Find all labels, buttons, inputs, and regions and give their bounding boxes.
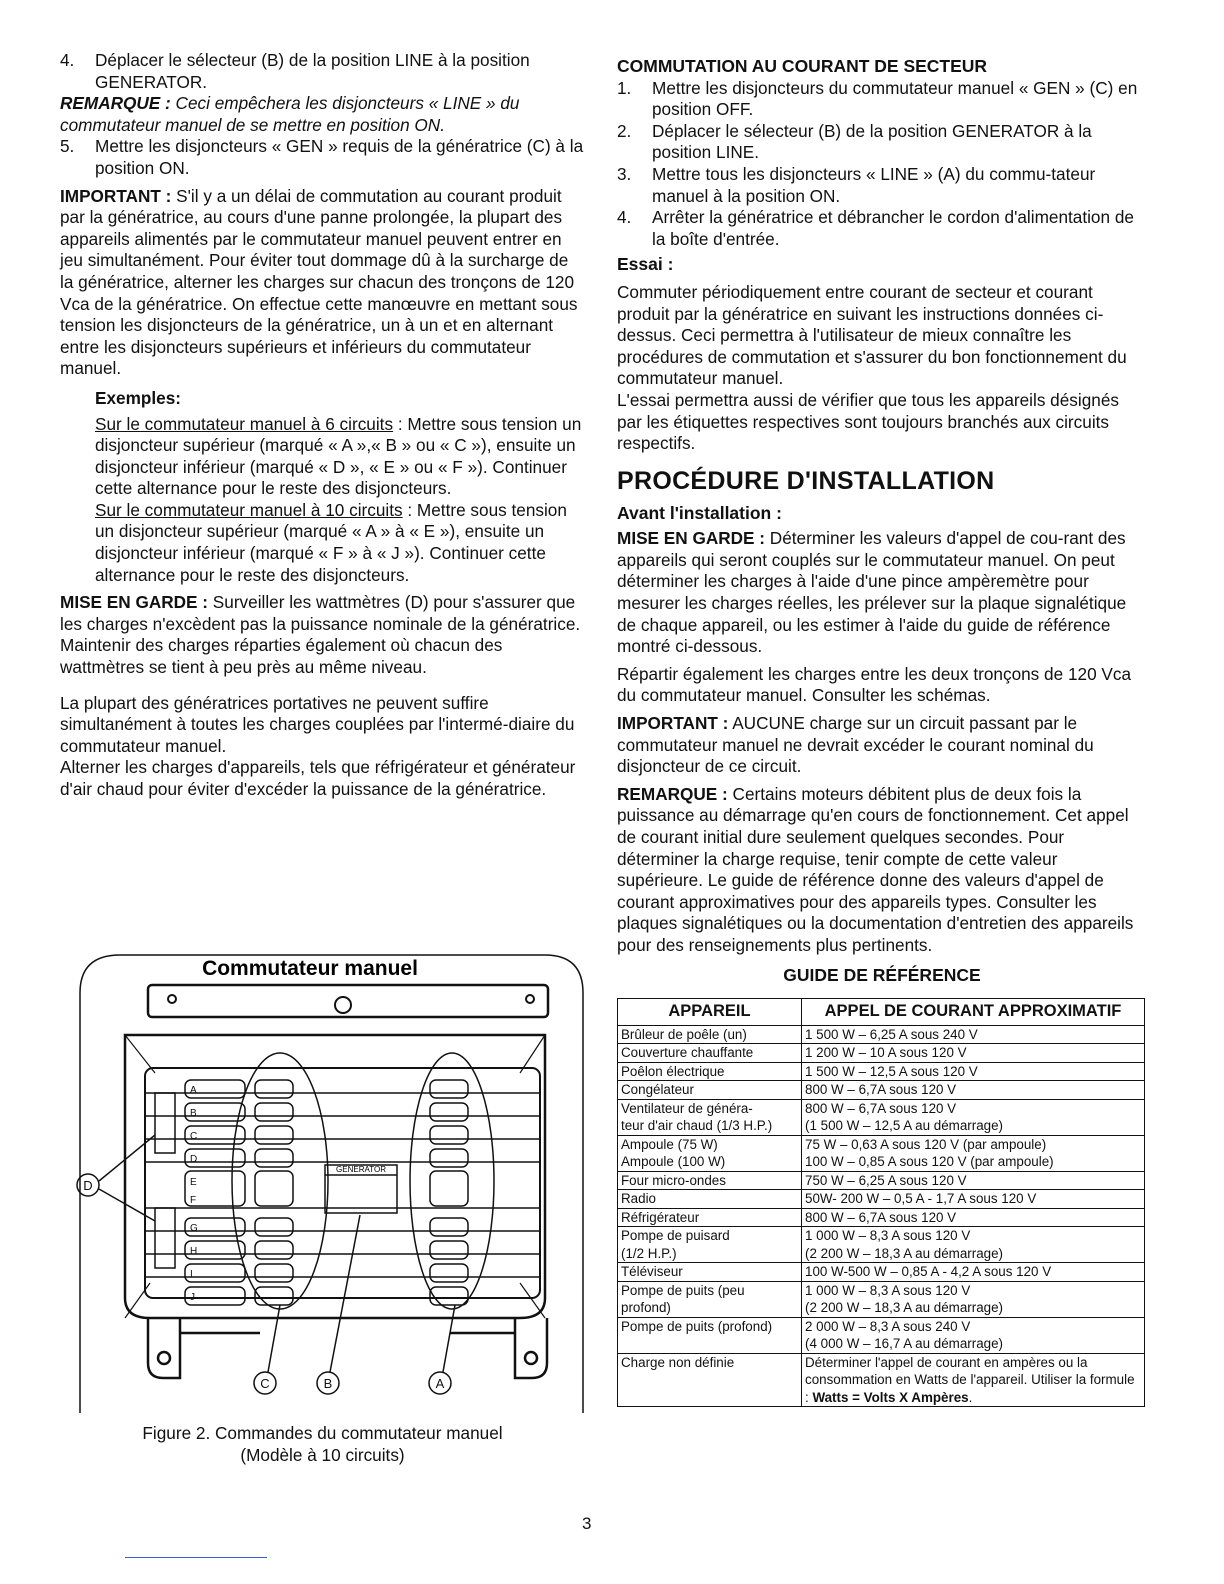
commutation-step-2: 2. Déplacer le sélecteur (B) de la position GENERATOR à la position LINE.	[617, 120, 1092, 163]
essai-heading: Essai :	[617, 254, 674, 275]
important-paragraph: IMPORTANT : S'il y a un délai de commutation au courant produit par la génératrice, au cours d'une panne prolongée, la plupart des appareils alimentés par le commutateur manuel peuvent entrer en jeu simultanément. Pour éviter tout dommage dû à la surcharge de la génératrice, alterner les charges sur chacun des tronçons de 120 Vca de la génératrice. On effectue cette manœuvre en mettant sous tension les disjoncteurs de la génératrice, un à un et en alternant entre les disjoncteurs supérieurs et inférieurs du commutateur manuel.	[60, 185, 578, 379]
essai-paragraph-2: L'essai permettra aussi de vérifier que tous les appareils désignés par les étiquettes respectives sont toujours branchés aux circuits respectifs.	[617, 389, 1119, 454]
footer-line	[125, 1557, 267, 1558]
header-appel-courant: APPEL DE COURANT APPROXIMATIF	[802, 999, 1145, 1026]
remarque-installation: REMARQUE : Certains moteurs débitent plus de deux fois la puissance au démarrage qu'en cours de fonctionnement. Cet appel de courant initial dure seulement quelques secondes. Pour déterminer la charge requise, tenir compte de cette valeur supérieure. Le guide de référence donne des valeurs d'appel de courant approximatives pour des appareils types. Consulter les plaques signalétiques ou la documentation d'entretien des appareils pour des renseignements plus pertinents.	[617, 783, 1134, 955]
table-row	[618, 1081, 1145, 1100]
generatrices-paragraph: La plupart des génératrices portatives ne peuvent suffire simultanément à toutes les charges couplées par l'intermé-diaire du commutateur manuel.	[60, 692, 575, 756]
table-row	[618, 1025, 1145, 1044]
example-10-circuits: Sur le commutateur manuel à 10 circuits : Mettre sous tension un disjoncteur supérieur (marqué « A » à « E »), ensuite un disjoncteur inférieur (marqué « F » à « J »). Continuer cette alternance pour le reste des disjoncteurs.	[95, 499, 567, 585]
table-cell-appareil: Pompe de puits (profond)	[618, 1317, 802, 1353]
reference-table-body	[618, 1025, 1145, 1353]
table-cell-appareil: Téléviseur	[618, 1263, 802, 1282]
figure-title: Commutateur manuel	[202, 957, 418, 980]
breaker-letter-h: H	[190, 1246, 198, 1257]
table-cell-appel: 800 W – 6,7A sous 120 V	[802, 1081, 1145, 1100]
table-row	[618, 1190, 1145, 1209]
breaker-letter-e: E	[190, 1177, 197, 1188]
table-row	[618, 1044, 1145, 1063]
table-row	[618, 1099, 1145, 1135]
reference-table	[617, 998, 1145, 1407]
table-header-row	[618, 999, 1145, 1026]
callout-a: A	[435, 1376, 445, 1391]
important-installation: IMPORTANT : AUCUNE charge sur un circuit passant par le commutateur manuel ne devrait excéder le courant nominal du disjoncteur de ce circuit.	[617, 713, 1094, 777]
table-cell-appel: 1 000 W – 8,3 A sous 120 V (2 200 W – 18,3 A au démarrage)	[802, 1281, 1145, 1317]
page-number: 3	[582, 1514, 592, 1533]
left-column	[60, 50, 585, 801]
table-cell-appareil: Couverture chauffante	[618, 1044, 802, 1063]
mise-en-garde-wattmetres: MISE EN GARDE : Surveiller les wattmètres (D) pour s'assurer que les charges n'excèdent pas la puissance nominale de la génératrice. Maintenir des charges réparties également où chacun des wattmètres se tient à peu près au même niveau.	[60, 592, 581, 678]
step-5: 5. Mettre les disjoncteurs « GEN » requis de la génératrice (C) à la position ON.	[60, 136, 584, 178]
step-4-text: Déplacer le sélecteur (B) de la position LINE à la position GENERATOR.	[95, 50, 530, 92]
table-row	[618, 1281, 1145, 1317]
table-row	[618, 1263, 1145, 1282]
commutation-step-3: 3. Mettre tous les disjoncteurs « LINE » (A) du commu-tateur manuel à la position ON.	[617, 163, 1096, 206]
table-cell-appareil: Ampoule (75 W) Ampoule (100 W)	[618, 1135, 802, 1171]
table-row	[618, 1062, 1145, 1081]
table-cell-appel: 1 200 W – 10 A sous 120 V	[802, 1044, 1145, 1063]
commutation-step-4: 4. Arrêter la génératrice et débrancher le cordon d'alimentation de la boîte d'entrée.	[617, 207, 1134, 249]
alterner-paragraph: Alterner les charges d'appareils, tels que réfrigérateur et générateur d'air chaud pour éviter d'excéder la puissance de la génératrice.	[60, 757, 576, 799]
table-row	[618, 1171, 1145, 1190]
table-cell-appel: 75 W – 0,63 A sous 120 V (par ampoule) 100 W – 0,85 A sous 120 V (par ampoule)	[802, 1135, 1145, 1171]
remarque-note: REMARQUE : Ceci empêchera les disjoncteurs « LINE » du commutateur manuel de se mettre en position ON.	[60, 93, 520, 135]
table-cell-appareil: Pompe de puisard (1/2 H.P.)	[618, 1227, 802, 1263]
example-6-circuits: Sur le commutateur manuel à 6 circuits : Mettre sous tension un disjoncteur supérieur (marqué « A »,« B » ou « C »), ensuite un disjoncteur inférieur (marqué « D », « E » ou « F »). Continuer cette alternance pour le reste des disjoncteurs.	[95, 413, 582, 499]
table-cell-appel: 1 500 W – 6,25 A sous 240 V	[802, 1025, 1145, 1044]
breaker-letter-a: A	[190, 1085, 197, 1096]
callout-c: C	[260, 1376, 270, 1391]
table-cell-appareil: Brûleur de poêle (un)	[618, 1025, 802, 1044]
commutation-step-1: 1. Mettre les disjoncteurs du commutateur manuel « GEN » (C) en position OFF.	[617, 77, 1138, 120]
header-appareil: APPAREIL	[618, 999, 802, 1026]
table-cell-appareil: Réfrigérateur	[618, 1208, 802, 1227]
table-cell-appel: 50W- 200 W – 0,5 A - 1,7 A sous 120 V	[802, 1190, 1145, 1209]
breaker-letter-j: J	[190, 1292, 195, 1303]
table-cell-appel: 100 W-500 W – 0,85 A - 4,2 A sous 120 V	[802, 1263, 1145, 1282]
table-cell-appel: 2 000 W – 8,3 A sous 240 V (4 000 W – 16,7 A au démarrage)	[802, 1317, 1145, 1353]
table-cell-appareil: Charge non définie	[618, 1353, 802, 1407]
essai-paragraph-1: Commuter périodiquement entre courant de secteur et courant produit par la génératrice en suivant les instructions données ci-dessus. Ceci permettra à l'utilisateur de mieux connaître les procédures de commutation et s'assurer du bon fonctionnement du commutateur manuel.	[617, 281, 1127, 389]
table-cell-appareil: Pompe de puits (peu profond)	[618, 1281, 802, 1317]
right-column	[617, 50, 1147, 1407]
table-cell-appareil: Radio	[618, 1190, 802, 1209]
generator-label: GENERATOR	[336, 1165, 386, 1174]
table-cell-appareil: Congélateur	[618, 1081, 802, 1100]
table-cell-appel: 800 W – 6,7A sous 120 V	[802, 1208, 1145, 1227]
table-row	[618, 1353, 1145, 1407]
table-cell-appel: 1 000 W – 8,3 A sous 120 V (2 200 W – 18,3 A au démarrage)	[802, 1227, 1145, 1263]
table-cell-appel: 800 W – 6,7A sous 120 V (1 500 W – 12,5 A au démarrage)	[802, 1099, 1145, 1135]
repartir-paragraph: Répartir également les charges entre les deux tronçons de 120 Vca du commutateur manuel. Consulter les schémas.	[617, 663, 1132, 706]
table-row	[618, 1135, 1145, 1171]
breaker-letter-c: C	[190, 1131, 198, 1142]
procedure-heading: PROCÉDURE D'INSTALLATION	[617, 466, 995, 495]
callout-d: D	[83, 1178, 93, 1193]
table-row	[618, 1208, 1145, 1227]
avant-installation-heading: Avant l'installation :	[617, 502, 782, 523]
step-5-text: Mettre les disjoncteurs « GEN » requis de la génératrice (C) à la position ON.	[95, 136, 584, 178]
table-cell-appel: Déterminer l'appel de courant en ampères ou la consommation en Watts de l'appareil. Utiliser la formule : Watts = Volts X Ampères.	[802, 1353, 1145, 1407]
figure-commutateur-manuel	[60, 953, 585, 1478]
callout-b: B	[323, 1376, 333, 1391]
step-4: 4. Déplacer le sélecteur (B) de la position LINE à la position GENERATOR.	[60, 50, 530, 92]
breaker-letter-f: F	[190, 1195, 197, 1206]
figure-caption: Figure 2. Commandes du commutateur manuel (Modèle à 10 circuits)	[142, 1423, 503, 1465]
guide-reference-heading: GUIDE DE RÉFÉRENCE	[783, 964, 981, 985]
table-cell-appareil: Poêlon électrique	[618, 1062, 802, 1081]
breaker-letter-i: I	[190, 1269, 193, 1280]
mise-en-garde-installation: MISE EN GARDE : Déterminer les valeurs d'appel de cou-rant des appareils qui seront couplés sur le commutateur manuel. On peut déterminer les charges à l'aide d'une pince ampèremètre pour mesurer les charges réelles, les prélever sur la plaque signalétique de chaque appareil, ou les estimer à l'aide du guide de référence montré ci-dessous.	[617, 528, 1127, 657]
table-row	[618, 1227, 1145, 1263]
breaker-letter-b: B	[190, 1108, 197, 1119]
exemples-heading: Exemples:	[95, 387, 181, 408]
commutation-heading: COMMUTATION AU COURANT DE SECTEUR	[617, 56, 988, 76]
table-cell-appel: 750 W – 6,25 A sous 120 V	[802, 1171, 1145, 1190]
table-row	[618, 1317, 1145, 1353]
table-cell-appareil: Four micro-ondes	[618, 1171, 802, 1190]
table-cell-appel: 1 500 W – 12,5 A sous 120 V	[802, 1062, 1145, 1081]
breaker-letter-d: D	[190, 1154, 198, 1165]
switch-diagram	[60, 953, 585, 1423]
table-cell-appareil: Ventilateur de généra- teur d'air chaud (1/3 H.P.)	[618, 1099, 802, 1135]
breaker-letter-g: G	[190, 1223, 198, 1234]
